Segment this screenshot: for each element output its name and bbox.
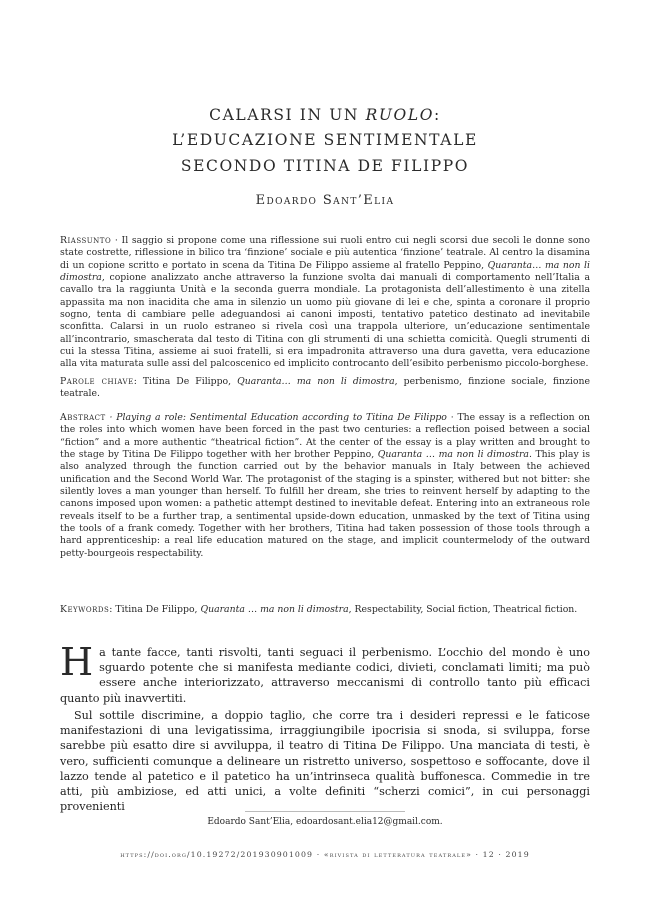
keywords-text-a: : Titina De Filippo, bbox=[109, 604, 201, 615]
parole-chiave-label: Parole chiave bbox=[60, 376, 134, 387]
abstract-text-a: · The essay is a reflection on the roles into which women have been forced in the past two centuries: a reflection poised between a social “fiction” and a more authentic “theatrical fiction”. At the center of the essay is a play written and brought to the stage by Titina De Filippo together with her brother Peppino, bbox=[60, 412, 590, 461]
article-title-line-2: L’EDUCAZIONE SENTIMENTALE bbox=[172, 131, 478, 149]
body-paragraph-1-text: a tante facce, tanti risvolti, tanti seguaci il perbenismo. L’occhio del mondo è uno sguardo potente che si manifesta mediante codici, divieti, conclamati limiti; ma può essere anche interiorizzato, attraverso meccanismi di controllo tanto più efficaci quanto più inavvertiti. bbox=[60, 646, 590, 705]
doi-journal-line: https://doi.org/10.19272/201930901009 · «rivista di letteratura teatrale» · 12 · 2019 bbox=[120, 850, 530, 859]
abstract-block bbox=[60, 412, 590, 560]
parole-chiave-block bbox=[60, 376, 590, 401]
abstract-label: Abstract bbox=[60, 412, 106, 423]
body-paragraph-2-wrap bbox=[60, 708, 590, 814]
abstract-text-b: . This play is also analyzed through the function carried out by the behavior manuals in Italy between the achieved unification and the Second World War. The protagonist of the staging is a spinster, withered but not bitter: she silently loves a man younger than herself. To fulfill her dream, she tries to reinvent herself by adapting to the canons imposed upon women: a pathetic attempt destined to inevitable defeat. Entering into an extraneous role reveals itself to be a further trap, a sentimental upside-down education, unmasked by the text of Titina using the tools of a frank comedy. Together with her brothers, Titina had taken possession of those tools through a hard apprenticeship: a real life education matured on the stage, and implicit countermelody of the outward petty-bourgeois respectability. bbox=[60, 449, 590, 559]
keywords-text-b: , Respectability, Social fiction, Theatrical fiction. bbox=[348, 604, 578, 615]
keywords-play-title: Quaranta … ma non li dimostra bbox=[200, 604, 349, 615]
keywords-label: Keywords bbox=[60, 604, 110, 615]
body-paragraph-2: Sul sottile discrimine, a doppio taglio, che corre tra i desideri repressi e le faticose manifestazioni di una levigatissima, irraggiungibile ipocrisia si snoda, si sviluppa, forse sarebbe più esatto dire si avviluppa, il teatro di Titina De Filippo. Una manciata di testi, è vero, sufficienti comunque a delineare un ristretto universo, sospettoso e soffocante, dove il lazzo tende al patetico e il patetico ha un’intrinseca qualità buffonesca. Commedie in tre atti, più ambiziose, ed atti unici, a volte definiti “scherzi comici”, in cui personaggi provenienti bbox=[60, 709, 590, 814]
abstract-play-title: Quaranta … ma non li dimostra bbox=[377, 449, 529, 461]
footnote-divider bbox=[245, 811, 405, 812]
body-paragraph-1 bbox=[60, 640, 590, 706]
parole-chiave-text-a: : Titina De Filippo, bbox=[133, 376, 238, 387]
article-title-line-3: SECONDO TITINA DE FILIPPO bbox=[180, 157, 470, 175]
author-footnote: Edoardo Sant’Elia, edoardosant.elia12@gmail.com. bbox=[207, 817, 443, 827]
riassunto-label: Riassunto bbox=[60, 235, 112, 246]
riassunto-block bbox=[60, 235, 590, 371]
author-name: Edoardo Sant’Elia bbox=[255, 193, 395, 208]
parole-chiave-play-title: Quaranta… ma non li dimostra bbox=[237, 376, 395, 387]
abstract-subtitle: · Playing a role: Sentimental Education according to Titina De Filippo bbox=[105, 412, 447, 423]
title-text: CALARSI IN UN bbox=[209, 106, 366, 124]
title-colon: : bbox=[434, 106, 441, 124]
riassunto-text-b: , copione analizzato anche attraverso la funzione svolta dai manuali di comportamento nell’Italia a cavallo tra la raggiunta Unità e la seconda guerra mondiale. La protagonista dell’allestimento è una zitella appassita ma non inacidita che ama in silenzio un uomo più giovane di lei e che, spinta a coronare il proprio sogno, tenta di cambiare pelle adeguandosi ai canoni imposti, tentativo patetico destinato ad inevitabile sconfitta. Calarsi in un ruolo estraneo si rivela così una trappola ulteriore, un’educazione sentimentale all’incontrario, smascherata dal testo di Titina con gli strumenti di una schietta comicità. Quegli strumenti di cui la stessa Titina, assieme ai suoi fratelli, si era impadronita attraverso una dura gavetta, vera educazione alla vita maturata sulle assi del palcoscenico ed implicito controcanto dell’esibito perbenismo piccolo-borghese. bbox=[60, 272, 590, 370]
riassunto-text-a: · Il saggio si propone come una riflessione sui ruoli entro cui negli scorsi due secoli le donne sono state costrette, riflessione in bilico tra ‘finzione’ sociale e più autentica ‘finzione’ teatrale. Al centro la disamina di un copione scritto e portato in scena da Titina De Filippo assieme al fratello Peppino, bbox=[60, 235, 590, 271]
riassunto-play-title: Quaranta… ma non li dimostra bbox=[60, 259, 590, 284]
article-title-line-1 bbox=[0, 106, 650, 124]
parole-chiave-text-b: , perbenismo, finzione sociale, finzione teatrale. bbox=[60, 376, 590, 400]
drop-cap: H bbox=[60, 640, 94, 684]
keywords-block bbox=[60, 604, 590, 616]
title-italic-word: RUOLO bbox=[365, 106, 435, 124]
